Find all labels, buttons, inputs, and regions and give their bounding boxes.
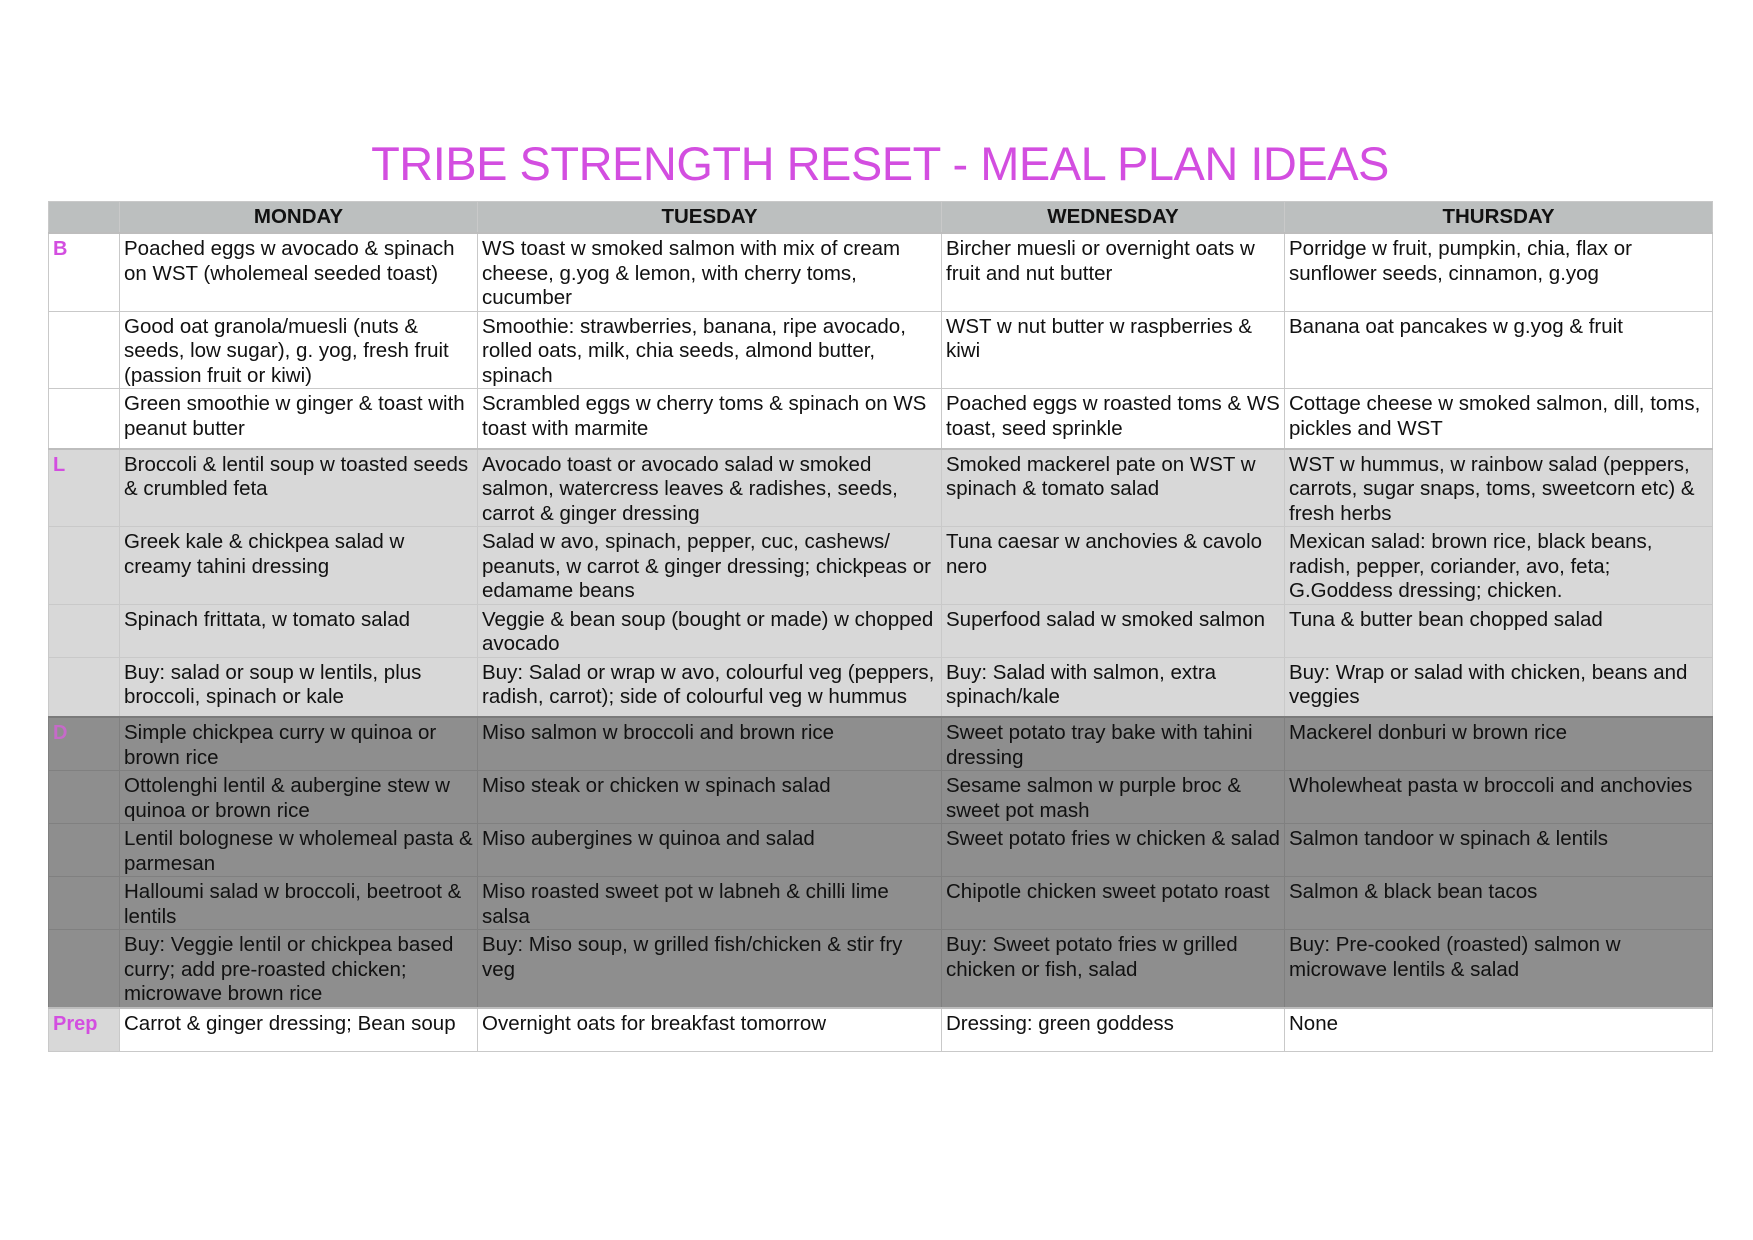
prep-section-label: Prep	[49, 1008, 120, 1052]
breakfast-wednesday-meal: WST w nut butter w raspberries & kiwi	[942, 311, 1285, 389]
lunch-tuesday-meal: Veggie & bean soup (bought or made) w chopped avocado	[478, 604, 942, 657]
breakfast-row	[49, 389, 1713, 449]
lunch-section-label	[49, 604, 120, 657]
prep-thursday-meal: None	[1285, 1008, 1713, 1052]
breakfast-wednesday-meal: Bircher muesli or overnight oats w fruit and nut butter	[942, 233, 1285, 311]
dinner-monday-meal: Simple chickpea curry w quinoa or brown rice	[120, 717, 478, 771]
lunch-wednesday-meal: Superfood salad w smoked salmon	[942, 604, 1285, 657]
dinner-thursday-meal: Wholewheat pasta w broccoli and anchovies	[1285, 771, 1713, 824]
dinner-section-label: D	[49, 717, 120, 771]
dinner-wednesday-meal: Sweet potato tray bake with tahini dressing	[942, 717, 1285, 771]
table-header	[49, 202, 1713, 234]
dinner-section-label	[49, 771, 120, 824]
prep-wednesday-meal: Dressing: green goddess	[942, 1008, 1285, 1052]
breakfast-thursday-meal: Banana oat pancakes w g.yog & fruit	[1285, 311, 1713, 389]
prep-row	[49, 1008, 1713, 1052]
page-title: TRIBE STRENGTH RESET - MEAL PLAN IDEAS	[371, 137, 1389, 190]
lunch-thursday-meal: Mexican salad: brown rice, black beans, radish, pepper, coriander, avo, feta; G.Goddess dressing; chicken.	[1285, 527, 1713, 605]
lunch-row	[49, 604, 1713, 657]
lunch-row	[49, 449, 1713, 527]
lunch-wednesday-meal: Smoked mackerel pate on WST w spinach & tomato salad	[942, 449, 1285, 527]
breakfast-tuesday-meal: WS toast w smoked salmon with mix of cream cheese, g.yog & lemon, with cherry toms, cucumber	[478, 233, 942, 311]
dinner-thursday-meal: Mackerel donburi w brown rice	[1285, 717, 1713, 771]
lunch-wednesday-meal: Buy: Salad with salmon, extra spinach/kale	[942, 657, 1285, 717]
dinner-monday-meal: Halloumi salad w broccoli, beetroot & lentils	[120, 877, 478, 930]
dinner-wednesday-meal: Sesame salmon w purple broc & sweet pot mash	[942, 771, 1285, 824]
dinner-row	[49, 771, 1713, 824]
lunch-row	[49, 527, 1713, 605]
dinner-tuesday-meal: Buy: Miso soup, w grilled fish/chicken & stir fry veg	[478, 930, 942, 1008]
dinner-thursday-meal: Salmon tandoor w spinach & lentils	[1285, 824, 1713, 877]
header-corner	[49, 202, 120, 234]
lunch-tuesday-meal: Avocado toast or avocado salad w smoked salmon, watercress leaves & radishes, seeds, carrot & ginger dressing	[478, 449, 942, 527]
lunch-monday-meal: Greek kale & chickpea salad w creamy tahini dressing	[120, 527, 478, 605]
lunch-monday-meal: Broccoli & lentil soup w toasted seeds & crumbled feta	[120, 449, 478, 527]
breakfast-section-label	[49, 311, 120, 389]
dinner-row	[49, 824, 1713, 877]
lunch-tuesday-meal: Buy: Salad or wrap w avo, colourful veg (peppers, radish, carrot); side of colourful veg w hummus	[478, 657, 942, 717]
lunch-row	[49, 657, 1713, 717]
header-row	[49, 202, 1713, 234]
dinner-monday-meal: Lentil bolognese w wholemeal pasta & parmesan	[120, 824, 478, 877]
dinner-wednesday-meal: Buy: Sweet potato fries w grilled chicken or fish, salad	[942, 930, 1285, 1008]
dinner-monday-meal: Buy: Veggie lentil or chickpea based curry; add pre-roasted chicken; microwave brown rice	[120, 930, 478, 1008]
breakfast-row	[49, 233, 1713, 311]
lunch-section-label	[49, 527, 120, 605]
header-tuesday: TUESDAY	[478, 202, 942, 234]
meal-plan-table	[48, 201, 1713, 1052]
lunch-thursday-meal: Buy: Wrap or salad with chicken, beans and veggies	[1285, 657, 1713, 717]
dinner-section-label	[49, 877, 120, 930]
breakfast-tuesday-meal: Scrambled eggs w cherry toms & spinach on WS toast with marmite	[478, 389, 942, 449]
dinner-section-label	[49, 930, 120, 1008]
dinner-row	[49, 717, 1713, 771]
lunch-monday-meal: Spinach frittata, w tomato salad	[120, 604, 478, 657]
breakfast-thursday-meal: Cottage cheese w smoked salmon, dill, toms, pickles and WST	[1285, 389, 1713, 449]
lunch-section-label	[49, 657, 120, 717]
breakfast-thursday-meal: Porridge w fruit, pumpkin, chia, flax or sunflower seeds, cinnamon, g.yog	[1285, 233, 1713, 311]
dinner-tuesday-meal: Miso salmon w broccoli and brown rice	[478, 717, 942, 771]
lunch-tuesday-meal: Salad w avo, spinach, pepper, cuc, cashews/ peanuts, w carrot & ginger dressing; chickpeas or edamame beans	[478, 527, 942, 605]
breakfast-monday-meal: Green smoothie w ginger & toast with peanut butter	[120, 389, 478, 449]
breakfast-monday-meal: Poached eggs w avocado & spinach on WST (wholemeal seeded toast)	[120, 233, 478, 311]
dinner-thursday-meal: Buy: Pre-cooked (roasted) salmon w microwave lentils & salad	[1285, 930, 1713, 1008]
breakfast-section-label: B	[49, 233, 120, 311]
dinner-row	[49, 877, 1713, 930]
dinner-wednesday-meal: Sweet potato fries w chicken & salad	[942, 824, 1285, 877]
dinner-thursday-meal: Salmon & black bean tacos	[1285, 877, 1713, 930]
dinner-wednesday-meal: Chipotle chicken sweet potato roast	[942, 877, 1285, 930]
dinner-section-label	[49, 824, 120, 877]
breakfast-monday-meal: Good oat granola/muesli (nuts & seeds, low sugar), g. yog, fresh fruit (passion fruit or kiwi)	[120, 311, 478, 389]
lunch-thursday-meal: Tuna & butter bean chopped salad	[1285, 604, 1713, 657]
lunch-monday-meal: Buy: salad or soup w lentils, plus broccoli, spinach or kale	[120, 657, 478, 717]
dinner-tuesday-meal: Miso steak or chicken w spinach salad	[478, 771, 942, 824]
breakfast-row	[49, 311, 1713, 389]
prep-monday-meal: Carrot & ginger dressing; Bean soup	[120, 1008, 478, 1052]
breakfast-tuesday-meal: Smoothie: strawberries, banana, ripe avocado, rolled oats, milk, chia seeds, almond butter, spinach	[478, 311, 942, 389]
breakfast-wednesday-meal: Poached eggs w roasted toms & WS toast, seed sprinkle	[942, 389, 1285, 449]
table-body	[49, 233, 1713, 1052]
header-thursday: THURSDAY	[1285, 202, 1713, 234]
header-wednesday: WEDNESDAY	[942, 202, 1285, 234]
dinner-row	[49, 930, 1713, 1008]
prep-tuesday-meal: Overnight oats for breakfast tomorrow	[478, 1008, 942, 1052]
breakfast-section-label	[49, 389, 120, 449]
lunch-thursday-meal: WST w hummus, w rainbow salad (peppers, carrots, sugar snaps, toms, sweetcorn etc) & fresh herbs	[1285, 449, 1713, 527]
dinner-monday-meal: Ottolenghi lentil & aubergine stew w quinoa or brown rice	[120, 771, 478, 824]
lunch-wednesday-meal: Tuna caesar w anchovies & cavolo nero	[942, 527, 1285, 605]
dinner-tuesday-meal: Miso aubergines w quinoa and salad	[478, 824, 942, 877]
dinner-tuesday-meal: Miso roasted sweet pot w labneh & chilli lime salsa	[478, 877, 942, 930]
header-monday: MONDAY	[120, 202, 478, 234]
lunch-section-label: L	[49, 449, 120, 527]
